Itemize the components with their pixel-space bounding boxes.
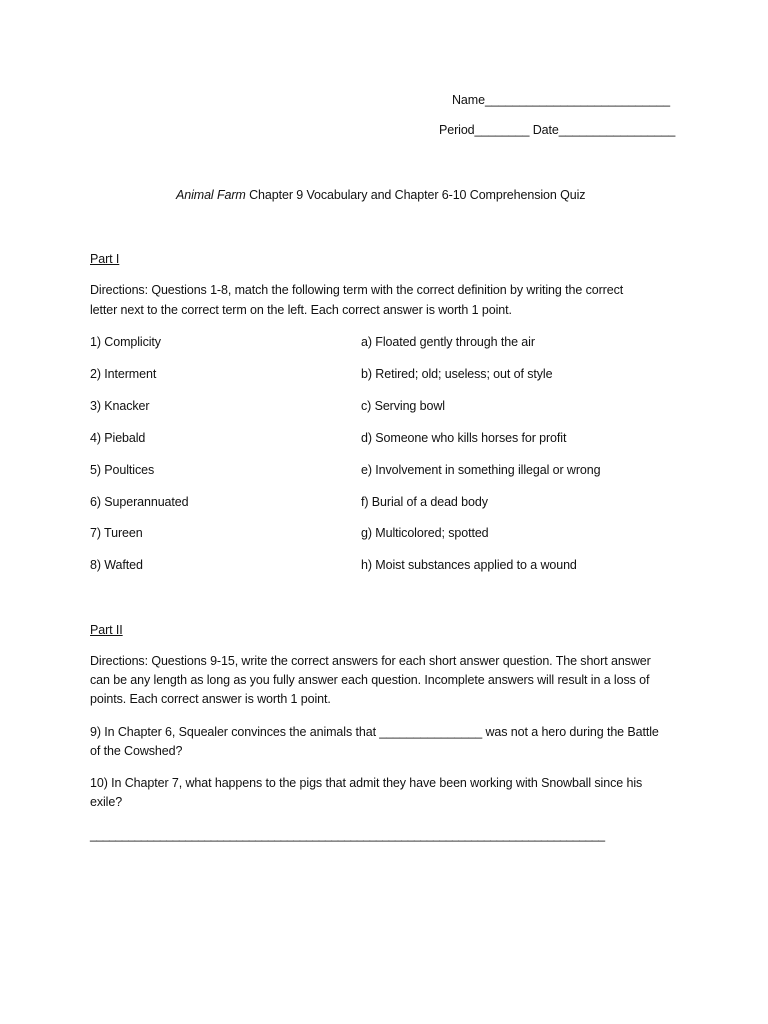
definition-item: g) Multicolored; spotted bbox=[361, 526, 489, 540]
term-item: 4) Piebald bbox=[90, 431, 146, 445]
definition-item: e) Involvement in something illegal or wrong bbox=[361, 463, 601, 477]
term-item: 5) Poultices bbox=[90, 463, 155, 477]
question-9-line2: of the Cowshed? bbox=[90, 744, 183, 758]
term-item: 8) Wafted bbox=[90, 558, 143, 572]
question-10-line1: 10) In Chapter 7, what happens to the pigs that admit they have been working with Snowball since his bbox=[90, 776, 643, 790]
definition-item: f) Burial of a dead body bbox=[361, 495, 488, 509]
part2-heading: Part II bbox=[90, 623, 123, 637]
term-item: 2) Interment bbox=[90, 367, 157, 381]
book-title: Animal Farm bbox=[176, 188, 246, 202]
question-10-line2: exile? bbox=[90, 795, 123, 809]
question-9-line1: 9) In Chapter 6, Squealer convinces the animals that _______________ was not a hero during the Battle bbox=[90, 725, 659, 739]
term-item: 3) Knacker bbox=[90, 399, 150, 413]
part1-directions-line1: Directions: Questions 1-8, match the following term with the correct definition by writing the correct bbox=[90, 283, 624, 297]
term-item: 1) Complicity bbox=[90, 335, 161, 349]
definition-item: b) Retired; old; useless; out of style bbox=[361, 367, 553, 381]
definition-item: h) Moist substances applied to a wound bbox=[361, 558, 577, 572]
part1-directions-line2: letter next to the correct term on the left. Each correct answer is worth 1 point. bbox=[90, 303, 512, 317]
term-item: 7) Tureen bbox=[90, 526, 143, 540]
definition-item: a) Floated gently through the air bbox=[361, 335, 535, 349]
quiz-title bbox=[176, 187, 585, 203]
part2-directions-line2: can be any length as long as you fully answer each question. Incomplete answers will result in a loss of bbox=[90, 673, 650, 687]
term-item: 6) Superannuated bbox=[90, 495, 189, 509]
name-field-line: Name___________________________ bbox=[452, 93, 670, 107]
definition-item: d) Someone who kills horses for profit bbox=[361, 431, 567, 445]
answer-blank-line: _________________________________________________________________________________ bbox=[90, 828, 605, 842]
quiz-title-rest: Chapter 9 Vocabulary and Chapter 6-10 Comprehension Quiz bbox=[245, 188, 586, 202]
part1-heading: Part I bbox=[90, 252, 120, 266]
part2-directions-line1: Directions: Questions 9-15, write the correct answers for each short answer question. The short answer bbox=[90, 654, 651, 668]
definition-item: c) Serving bowl bbox=[361, 399, 445, 413]
period-date-line: Period________ Date_________________ bbox=[439, 123, 676, 137]
part2-directions-line3: points. Each correct answer is worth 1 point. bbox=[90, 692, 331, 706]
